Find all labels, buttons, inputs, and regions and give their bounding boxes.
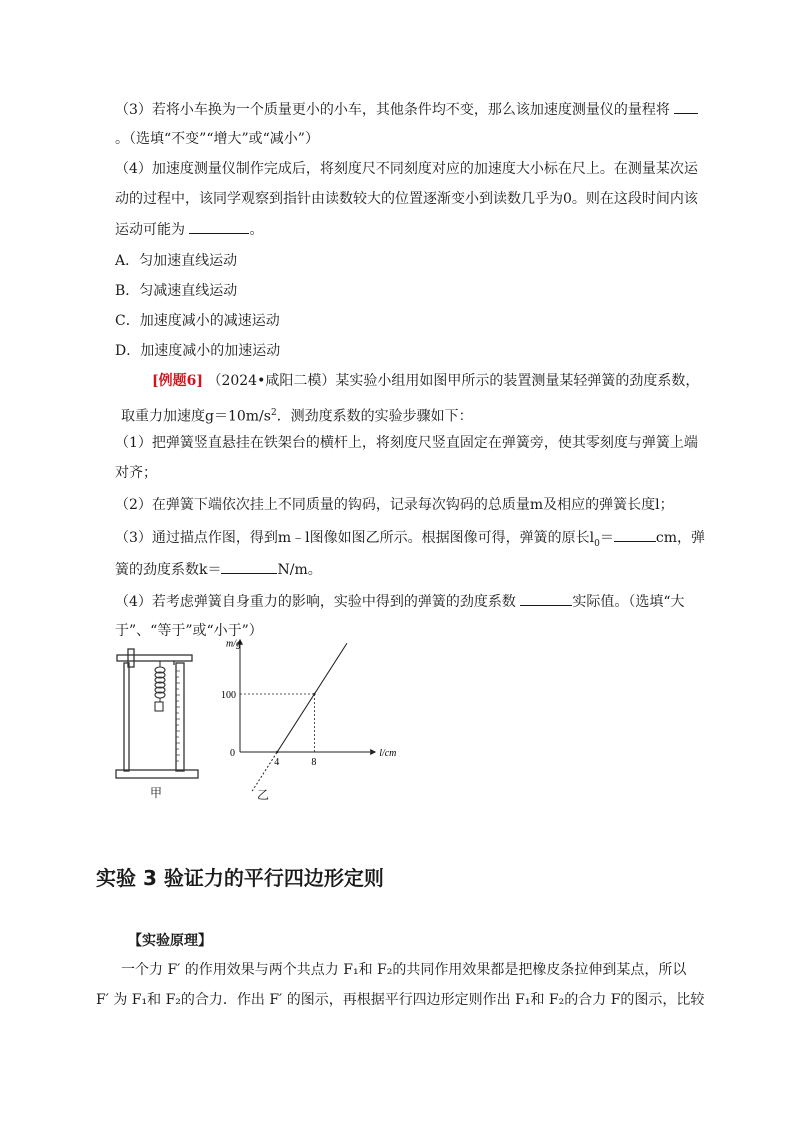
x-tick-label: 4 (274, 757, 280, 768)
iron-stand (116, 649, 198, 778)
step4-line1: （4）若考虑弹簧自身重力的影响，实验中得到的弹簧的劲度系数 实际值。（选填“大 (115, 591, 685, 612)
section-title: 实验 3 验证力的平行四边形定则 (96, 866, 384, 890)
answer-blank[interactable] (221, 559, 277, 574)
option-c: C．加速度减小的减速运动 (115, 313, 280, 329)
q4-line3: 运动可能为 。 (115, 219, 263, 240)
figure-yi-label: 乙 (257, 788, 270, 802)
y-tick-label: 100 (221, 690, 236, 701)
q3-line1: （3）若将小车换为一个质量更小的小车，其他条件均不变，那么该加速度测量仪的量程将 (115, 99, 698, 120)
q4-line2: 动的过程中，该同学观察到指针由读数较大的位置逐渐变小到读数几乎为0。则在这段时间内该 (115, 191, 698, 207)
principle-line2: F′ 为 F₁和 F₂的合力．作出 F′ 的图示，再根据平行四边形定则作出 F₁和 F₂的合力 F的图示，比较 (96, 992, 705, 1008)
example-label: [例题6] (152, 373, 203, 389)
option-b: B．匀减速直线运动 (115, 283, 238, 299)
example6-intro: [例题6] （2024•咸阳二模）某实验小组用如图甲所示的装置测量某轻弹簧的劲度系数， (152, 373, 700, 389)
x-tick-label: 8 (311, 757, 317, 768)
answer-blank[interactable] (614, 527, 656, 542)
answer-blank[interactable] (189, 219, 249, 234)
data-line (277, 643, 347, 752)
figure-jia-label: 甲 (150, 786, 163, 800)
answer-blank[interactable] (520, 591, 572, 606)
option-a: A．匀加速直线运动 (115, 253, 238, 269)
y-axis-label: m/g (226, 638, 241, 650)
step3-line2: 簧的劲度系数k＝ N/m。 (115, 559, 322, 580)
step2: （2）在弹簧下端依次挂上不同质量的钩码，记录每次钩码的总质量m及相应的弹簧长度l； (115, 497, 674, 513)
figure-yi-chart (218, 638, 397, 778)
step4-line2: 于”、“等于”或“小于”） (115, 623, 263, 639)
q3-line2: 。（选填“不变”“增大”或“减小”） (115, 131, 319, 147)
step3-line1: （3）通过描点作图，得到m﹣l图像如图乙所示。根据图像可得，弹簧的原长$l_0=$ cm，弹 (115, 527, 705, 554)
origin-label: 0 (230, 748, 235, 759)
example6-line2: 取重力加速度$g=10m/s^2$．测劲度系数的实验步骤如下： (121, 408, 473, 425)
x-axis-arrow (370, 749, 376, 755)
figure-jia (108, 645, 213, 805)
step1-line2: 对齐； (115, 465, 157, 481)
spring (155, 661, 165, 698)
hook-weight (155, 702, 163, 711)
section-subtitle: 【实验原理】 (128, 933, 212, 949)
data-point (313, 693, 315, 695)
x-axis-label: l/cm (379, 748, 397, 759)
principle-line1: 一个力 F′ 的作用效果与两个共点力 F₁和 F₂的共同作用效果都是把橡皮条拉伸到某点，所以 (121, 962, 687, 978)
option-d: D．加速度减小的加速运动 (115, 343, 281, 359)
q4-line1: （4）加速度测量仪制作完成后，将刻度尺不同刻度对应的加速度大小标在尺上。在测量某次运 (115, 161, 698, 177)
step1-line1: （1）把弹簧竖直悬挂在铁架台的横杆上，将刻度尺竖直固定在弹簧旁，使其零刻度与弹簧上端 (115, 435, 698, 451)
answer-blank[interactable] (674, 99, 698, 114)
data-point (276, 751, 278, 753)
